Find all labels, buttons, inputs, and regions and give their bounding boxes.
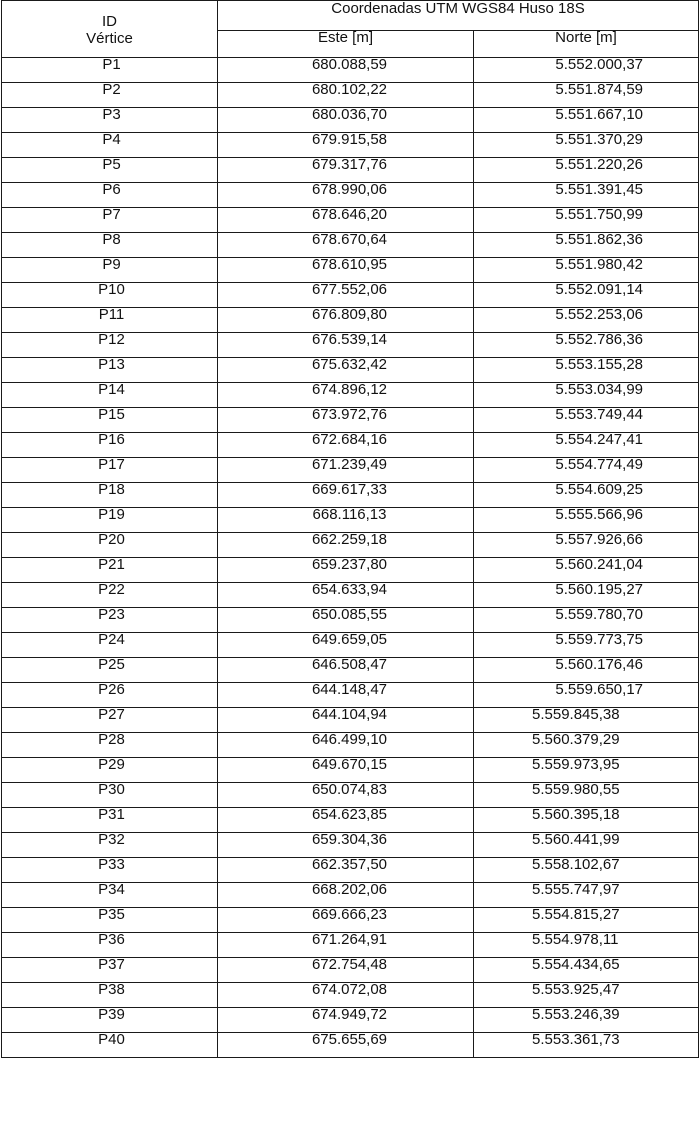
norte-cell: 5.559.773,75 <box>474 633 699 658</box>
norte-cell: 5.555.566,96 <box>474 508 699 533</box>
vertex-id-cell: P14 <box>2 383 218 408</box>
este-cell: 675.655,69 <box>218 1033 474 1058</box>
norte-header: Norte [m] <box>474 31 699 58</box>
este-cell: 668.116,13 <box>218 508 474 533</box>
table-row <box>2 758 699 783</box>
vertex-id-cell: P37 <box>2 958 218 983</box>
norte-cell: 5.553.246,39 <box>474 1008 699 1033</box>
vertex-id-cell: P6 <box>2 183 218 208</box>
este-cell: 678.670,64 <box>218 233 474 258</box>
este-cell: 677.552,06 <box>218 283 474 308</box>
table-row <box>2 958 699 983</box>
vertex-id-cell: P5 <box>2 158 218 183</box>
este-cell: 672.754,48 <box>218 958 474 983</box>
table-row <box>2 908 699 933</box>
table-row <box>2 358 699 383</box>
este-cell: 679.317,76 <box>218 158 474 183</box>
vertex-id-cell: P3 <box>2 108 218 133</box>
vertex-id-cell: P13 <box>2 358 218 383</box>
este-header: Este [m] <box>218 31 474 58</box>
este-cell: 676.539,14 <box>218 333 474 358</box>
table-row <box>2 258 699 283</box>
vertex-id-cell: P40 <box>2 1033 218 1058</box>
vertex-id-cell: P21 <box>2 558 218 583</box>
este-cell: 673.972,76 <box>218 408 474 433</box>
este-cell: 678.646,20 <box>218 208 474 233</box>
este-cell: 662.259,18 <box>218 533 474 558</box>
table-row <box>2 783 699 808</box>
table-body <box>2 58 699 1058</box>
este-cell: 671.239,49 <box>218 458 474 483</box>
table-row <box>2 858 699 883</box>
table-row <box>2 533 699 558</box>
norte-cell: 5.560.395,18 <box>474 808 699 833</box>
vertex-id-cell: P35 <box>2 908 218 933</box>
table-row <box>2 808 699 833</box>
table-row <box>2 983 699 1008</box>
table-row <box>2 933 699 958</box>
norte-cell: 5.559.973,95 <box>474 758 699 783</box>
table-row <box>2 1008 699 1033</box>
este-cell: 678.610,95 <box>218 258 474 283</box>
vertex-id-cell: P25 <box>2 658 218 683</box>
norte-cell: 5.551.862,36 <box>474 233 699 258</box>
norte-cell: 5.551.667,10 <box>474 108 699 133</box>
este-cell: 676.809,80 <box>218 308 474 333</box>
vertex-id-cell: P26 <box>2 683 218 708</box>
table-row <box>2 58 699 83</box>
norte-cell: 5.560.241,04 <box>474 558 699 583</box>
vertex-id-cell: P17 <box>2 458 218 483</box>
este-cell: 669.666,23 <box>218 908 474 933</box>
norte-cell: 5.554.434,65 <box>474 958 699 983</box>
este-cell: 674.072,08 <box>218 983 474 1008</box>
norte-cell: 5.560.176,46 <box>474 658 699 683</box>
vertex-id-cell: P1 <box>2 58 218 83</box>
este-cell: 659.237,80 <box>218 558 474 583</box>
vertex-id-cell: P12 <box>2 333 218 358</box>
este-cell: 679.915,58 <box>218 133 474 158</box>
norte-cell: 5.554.815,27 <box>474 908 699 933</box>
vertex-id-cell: P36 <box>2 933 218 958</box>
table-row <box>2 658 699 683</box>
norte-cell: 5.555.747,97 <box>474 883 699 908</box>
este-cell: 649.670,15 <box>218 758 474 783</box>
table-row <box>2 383 699 408</box>
este-cell: 674.896,12 <box>218 383 474 408</box>
vertex-id-cell: P29 <box>2 758 218 783</box>
table-row <box>2 233 699 258</box>
vertex-id-cell: P8 <box>2 233 218 258</box>
este-cell: 654.623,85 <box>218 808 474 833</box>
vertex-id-cell: P20 <box>2 533 218 558</box>
table-row <box>2 483 699 508</box>
este-cell: 672.684,16 <box>218 433 474 458</box>
este-cell: 671.264,91 <box>218 933 474 958</box>
norte-cell: 5.552.253,06 <box>474 308 699 333</box>
norte-cell: 5.553.925,47 <box>474 983 699 1008</box>
table-row <box>2 883 699 908</box>
table-row <box>2 308 699 333</box>
table-row <box>2 333 699 358</box>
este-cell: 650.074,83 <box>218 783 474 808</box>
norte-cell: 5.560.441,99 <box>474 833 699 858</box>
norte-cell: 5.554.609,25 <box>474 483 699 508</box>
vertex-id-cell: P18 <box>2 483 218 508</box>
este-cell: 675.632,42 <box>218 358 474 383</box>
vertex-id-cell: P11 <box>2 308 218 333</box>
norte-cell: 5.554.247,41 <box>474 433 699 458</box>
vertex-id-cell: P39 <box>2 1008 218 1033</box>
table-row <box>2 458 699 483</box>
norte-cell: 5.551.980,42 <box>474 258 699 283</box>
norte-cell: 5.560.379,29 <box>474 733 699 758</box>
id-vertex-header <box>2 1 218 58</box>
vertex-id-cell: P33 <box>2 858 218 883</box>
este-cell: 668.202,06 <box>218 883 474 908</box>
table-row <box>2 583 699 608</box>
id-header-line2: Vértice <box>86 30 133 47</box>
este-cell: 646.508,47 <box>218 658 474 683</box>
vertex-id-cell: P31 <box>2 808 218 833</box>
este-cell: 674.949,72 <box>218 1008 474 1033</box>
vertex-id-cell: P15 <box>2 408 218 433</box>
vertex-id-cell: P7 <box>2 208 218 233</box>
este-cell: 644.148,47 <box>218 683 474 708</box>
este-cell: 654.633,94 <box>218 583 474 608</box>
table-row <box>2 733 699 758</box>
este-cell: 646.499,10 <box>218 733 474 758</box>
norte-cell: 5.560.195,27 <box>474 583 699 608</box>
coordinates-table <box>1 0 699 1058</box>
table-row <box>2 608 699 633</box>
table-row <box>2 633 699 658</box>
este-cell: 680.088,59 <box>218 58 474 83</box>
vertex-id-cell: P9 <box>2 258 218 283</box>
norte-cell: 5.554.978,11 <box>474 933 699 958</box>
norte-cell: 5.552.786,36 <box>474 333 699 358</box>
table-row <box>2 408 699 433</box>
este-cell: 659.304,36 <box>218 833 474 858</box>
table-row <box>2 158 699 183</box>
vertex-id-cell: P38 <box>2 983 218 1008</box>
table-row <box>2 108 699 133</box>
norte-cell: 5.559.780,70 <box>474 608 699 633</box>
norte-cell: 5.559.650,17 <box>474 683 699 708</box>
table-row <box>2 133 699 158</box>
vertex-id-cell: P16 <box>2 433 218 458</box>
table-row <box>2 708 699 733</box>
norte-cell: 5.554.774,49 <box>474 458 699 483</box>
este-cell: 644.104,94 <box>218 708 474 733</box>
este-cell: 680.036,70 <box>218 108 474 133</box>
norte-cell: 5.551.220,26 <box>474 158 699 183</box>
table-row <box>2 183 699 208</box>
norte-cell: 5.551.391,45 <box>474 183 699 208</box>
table-row <box>2 833 699 858</box>
norte-cell: 5.553.361,73 <box>474 1033 699 1058</box>
id-header-line1: ID <box>102 13 117 30</box>
vertex-id-cell: P2 <box>2 83 218 108</box>
vertex-id-cell: P4 <box>2 133 218 158</box>
table-row <box>2 208 699 233</box>
vertex-id-cell: P30 <box>2 783 218 808</box>
norte-cell: 5.552.000,37 <box>474 58 699 83</box>
coordinates-group-header: Coordenadas UTM WGS84 Huso 18S <box>218 1 699 31</box>
table-row <box>2 283 699 308</box>
table-row <box>2 558 699 583</box>
vertex-id-cell: P10 <box>2 283 218 308</box>
norte-cell: 5.553.155,28 <box>474 358 699 383</box>
vertex-id-cell: P23 <box>2 608 218 633</box>
header-row-top <box>2 1 699 31</box>
norte-cell: 5.559.845,38 <box>474 708 699 733</box>
este-cell: 662.357,50 <box>218 858 474 883</box>
norte-cell: 5.559.980,55 <box>474 783 699 808</box>
table-row <box>2 83 699 108</box>
este-cell: 680.102,22 <box>218 83 474 108</box>
norte-cell: 5.553.749,44 <box>474 408 699 433</box>
norte-cell: 5.552.091,14 <box>474 283 699 308</box>
norte-cell: 5.557.926,66 <box>474 533 699 558</box>
vertex-id-cell: P34 <box>2 883 218 908</box>
table-row <box>2 1033 699 1058</box>
table-row <box>2 433 699 458</box>
norte-cell: 5.551.370,29 <box>474 133 699 158</box>
este-cell: 669.617,33 <box>218 483 474 508</box>
vertex-id-cell: P32 <box>2 833 218 858</box>
norte-cell: 5.558.102,67 <box>474 858 699 883</box>
este-cell: 649.659,05 <box>218 633 474 658</box>
este-cell: 650.085,55 <box>218 608 474 633</box>
norte-cell: 5.551.874,59 <box>474 83 699 108</box>
norte-cell: 5.551.750,99 <box>474 208 699 233</box>
vertex-id-cell: P19 <box>2 508 218 533</box>
norte-cell: 5.553.034,99 <box>474 383 699 408</box>
table-header <box>2 1 699 58</box>
vertex-id-cell: P28 <box>2 733 218 758</box>
table-row <box>2 683 699 708</box>
vertex-id-cell: P24 <box>2 633 218 658</box>
este-cell: 678.990,06 <box>218 183 474 208</box>
vertex-id-cell: P22 <box>2 583 218 608</box>
vertex-id-cell: P27 <box>2 708 218 733</box>
table-row <box>2 508 699 533</box>
